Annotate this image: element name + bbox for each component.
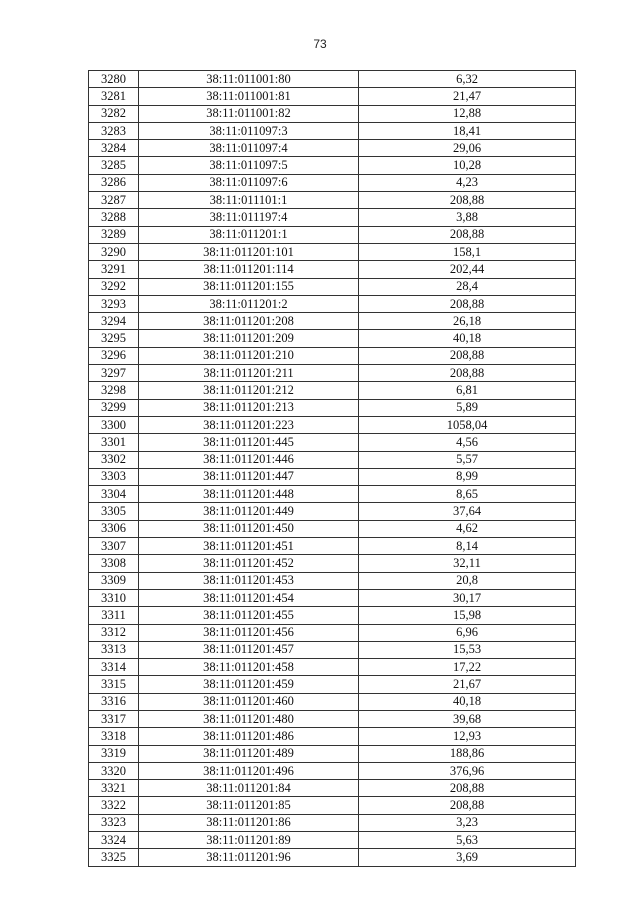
- cadastral-number-cell: 38:11:011201:480: [139, 710, 359, 727]
- row-number-cell: 3299: [89, 399, 139, 416]
- table-row: [89, 243, 576, 260]
- value-cell: 20,8: [359, 572, 576, 589]
- table-row: [89, 572, 576, 589]
- cadastral-number-cell: 38:11:011201:452: [139, 555, 359, 572]
- table-row: [89, 174, 576, 191]
- row-number-cell: 3294: [89, 313, 139, 330]
- cadastral-number-cell: 38:11:011201:208: [139, 313, 359, 330]
- cadastral-number-cell: 38:11:011201:449: [139, 503, 359, 520]
- row-number-cell: 3312: [89, 624, 139, 641]
- value-cell: 12,88: [359, 105, 576, 122]
- table-row: [89, 728, 576, 745]
- table-row: [89, 261, 576, 278]
- row-number-cell: 3320: [89, 762, 139, 779]
- row-number-cell: 3305: [89, 503, 139, 520]
- cadastral-number-cell: 38:11:011201:489: [139, 745, 359, 762]
- cadastral-number-cell: 38:11:011201:86: [139, 814, 359, 831]
- table-row: [89, 451, 576, 468]
- value-cell: 21,47: [359, 88, 576, 105]
- cadastral-number-cell: 38:11:011201:459: [139, 676, 359, 693]
- row-number-cell: 3296: [89, 347, 139, 364]
- cadastral-number-cell: 38:11:011201:453: [139, 572, 359, 589]
- table-row: [89, 157, 576, 174]
- table-row: [89, 832, 576, 849]
- table-row: [89, 607, 576, 624]
- value-cell: 208,88: [359, 226, 576, 243]
- value-cell: 39,68: [359, 710, 576, 727]
- table-row: [89, 486, 576, 503]
- table-row: [89, 503, 576, 520]
- row-number-cell: 3311: [89, 607, 139, 624]
- value-cell: 40,18: [359, 330, 576, 347]
- row-number-cell: 3307: [89, 538, 139, 555]
- cadastral-number-cell: 38:11:011201:1: [139, 226, 359, 243]
- row-number-cell: 3282: [89, 105, 139, 122]
- table-row: [89, 399, 576, 416]
- value-cell: 4,23: [359, 174, 576, 191]
- value-cell: 158,1: [359, 243, 576, 260]
- value-cell: 17,22: [359, 659, 576, 676]
- table-row: [89, 382, 576, 399]
- cadastral-number-cell: 38:11:011101:1: [139, 192, 359, 209]
- table-row: [89, 468, 576, 485]
- table-row: [89, 313, 576, 330]
- row-number-cell: 3293: [89, 295, 139, 312]
- cadastral-number-cell: 38:11:011197:4: [139, 209, 359, 226]
- row-number-cell: 3322: [89, 797, 139, 814]
- table-row: [89, 365, 576, 382]
- value-cell: 12,93: [359, 728, 576, 745]
- value-cell: 5,63: [359, 832, 576, 849]
- table-row: [89, 278, 576, 295]
- value-cell: 15,53: [359, 641, 576, 658]
- row-number-cell: 3316: [89, 693, 139, 710]
- cadastral-number-cell: 38:11:011201:96: [139, 849, 359, 866]
- cadastral-number-cell: 38:11:011201:454: [139, 589, 359, 606]
- table-row: [89, 641, 576, 658]
- table-row: [89, 745, 576, 762]
- table-row: [89, 71, 576, 88]
- cadastral-number-cell: 38:11:011201:445: [139, 434, 359, 451]
- cadastral-number-cell: 38:11:011001:82: [139, 105, 359, 122]
- table-row: [89, 140, 576, 157]
- row-number-cell: 3302: [89, 451, 139, 468]
- cadastral-number-cell: 38:11:011201:212: [139, 382, 359, 399]
- cadastral-number-cell: 38:11:011201:448: [139, 486, 359, 503]
- cadastral-number-cell: 38:11:011201:457: [139, 641, 359, 658]
- table-row: [89, 780, 576, 797]
- table-row: [89, 589, 576, 606]
- cadastral-number-cell: 38:11:011097:5: [139, 157, 359, 174]
- value-cell: 208,88: [359, 295, 576, 312]
- table-row: [89, 295, 576, 312]
- table-row: [89, 762, 576, 779]
- cadastral-number-cell: 38:11:011097:3: [139, 122, 359, 139]
- cadastral-number-cell: 38:11:011201:85: [139, 797, 359, 814]
- cadastral-number-cell: 38:11:011201:114: [139, 261, 359, 278]
- table-row: [89, 330, 576, 347]
- value-cell: 15,98: [359, 607, 576, 624]
- table-row: [89, 192, 576, 209]
- row-number-cell: 3324: [89, 832, 139, 849]
- value-cell: 1058,04: [359, 416, 576, 433]
- value-cell: 4,62: [359, 520, 576, 537]
- table-row: [89, 555, 576, 572]
- cadastral-number-cell: 38:11:011201:210: [139, 347, 359, 364]
- table-row: [89, 209, 576, 226]
- value-cell: 208,88: [359, 192, 576, 209]
- value-cell: 208,88: [359, 797, 576, 814]
- value-cell: 4,56: [359, 434, 576, 451]
- row-number-cell: 3314: [89, 659, 139, 676]
- cadastral-number-cell: 38:11:011201:209: [139, 330, 359, 347]
- value-cell: 208,88: [359, 780, 576, 797]
- cadastral-number-cell: 38:11:011201:446: [139, 451, 359, 468]
- page-number: 73: [313, 37, 327, 51]
- row-number-cell: 3289: [89, 226, 139, 243]
- value-cell: 8,99: [359, 468, 576, 485]
- row-number-cell: 3283: [89, 122, 139, 139]
- table-row: [89, 849, 576, 866]
- table-row: [89, 676, 576, 693]
- cadastral-number-cell: 38:11:011201:451: [139, 538, 359, 555]
- value-cell: 3,88: [359, 209, 576, 226]
- value-cell: 26,18: [359, 313, 576, 330]
- row-number-cell: 3288: [89, 209, 139, 226]
- value-cell: 8,14: [359, 538, 576, 555]
- row-number-cell: 3298: [89, 382, 139, 399]
- row-number-cell: 3317: [89, 710, 139, 727]
- cadastral-number-cell: 38:11:011201:89: [139, 832, 359, 849]
- data-table: [88, 70, 576, 867]
- value-cell: 188,86: [359, 745, 576, 762]
- value-cell: 3,69: [359, 849, 576, 866]
- row-number-cell: 3315: [89, 676, 139, 693]
- value-cell: 32,11: [359, 555, 576, 572]
- cadastral-number-cell: 38:11:011201:101: [139, 243, 359, 260]
- cadastral-number-cell: 38:11:011201:213: [139, 399, 359, 416]
- table-row: [89, 659, 576, 676]
- table-body: [89, 71, 576, 867]
- row-number-cell: 3321: [89, 780, 139, 797]
- table-row: [89, 814, 576, 831]
- row-number-cell: 3290: [89, 243, 139, 260]
- value-cell: 28,4: [359, 278, 576, 295]
- value-cell: 6,32: [359, 71, 576, 88]
- cadastral-number-cell: 38:11:011001:80: [139, 71, 359, 88]
- table-row: [89, 226, 576, 243]
- cadastral-number-cell: 38:11:011201:84: [139, 780, 359, 797]
- row-number-cell: 3297: [89, 365, 139, 382]
- table-row: [89, 122, 576, 139]
- cadastral-number-cell: 38:11:011201:211: [139, 365, 359, 382]
- value-cell: 6,96: [359, 624, 576, 641]
- table-row: [89, 538, 576, 555]
- table-row: [89, 88, 576, 105]
- row-number-cell: 3281: [89, 88, 139, 105]
- table-row: [89, 347, 576, 364]
- value-cell: 6,81: [359, 382, 576, 399]
- row-number-cell: 3318: [89, 728, 139, 745]
- cadastral-number-cell: 38:11:011201:460: [139, 693, 359, 710]
- row-number-cell: 3308: [89, 555, 139, 572]
- row-number-cell: 3313: [89, 641, 139, 658]
- row-number-cell: 3295: [89, 330, 139, 347]
- row-number-cell: 3303: [89, 468, 139, 485]
- row-number-cell: 3287: [89, 192, 139, 209]
- row-number-cell: 3285: [89, 157, 139, 174]
- value-cell: 10,28: [359, 157, 576, 174]
- row-number-cell: 3304: [89, 486, 139, 503]
- value-cell: 5,57: [359, 451, 576, 468]
- cadastral-number-cell: 38:11:011201:223: [139, 416, 359, 433]
- value-cell: 30,17: [359, 589, 576, 606]
- row-number-cell: 3301: [89, 434, 139, 451]
- row-number-cell: 3300: [89, 416, 139, 433]
- row-number-cell: 3286: [89, 174, 139, 191]
- table-row: [89, 710, 576, 727]
- row-number-cell: 3310: [89, 589, 139, 606]
- value-cell: 18,41: [359, 122, 576, 139]
- cadastral-number-cell: 38:11:011097:4: [139, 140, 359, 157]
- table-row: [89, 416, 576, 433]
- cadastral-number-cell: 38:11:011097:6: [139, 174, 359, 191]
- table-row: [89, 520, 576, 537]
- table-row: [89, 797, 576, 814]
- value-cell: 40,18: [359, 693, 576, 710]
- value-cell: 37,64: [359, 503, 576, 520]
- row-number-cell: 3291: [89, 261, 139, 278]
- cadastral-number-cell: 38:11:011201:455: [139, 607, 359, 624]
- row-number-cell: 3284: [89, 140, 139, 157]
- cadastral-number-cell: 38:11:011201:155: [139, 278, 359, 295]
- table-row: [89, 434, 576, 451]
- value-cell: 8,65: [359, 486, 576, 503]
- value-cell: 21,67: [359, 676, 576, 693]
- cadastral-number-cell: 38:11:011201:458: [139, 659, 359, 676]
- table-row: [89, 624, 576, 641]
- cadastral-number-cell: 38:11:011201:2: [139, 295, 359, 312]
- value-cell: 29,06: [359, 140, 576, 157]
- row-number-cell: 3319: [89, 745, 139, 762]
- cadastral-number-cell: 38:11:011201:450: [139, 520, 359, 537]
- value-cell: 5,89: [359, 399, 576, 416]
- value-cell: 3,23: [359, 814, 576, 831]
- row-number-cell: 3306: [89, 520, 139, 537]
- row-number-cell: 3292: [89, 278, 139, 295]
- row-number-cell: 3323: [89, 814, 139, 831]
- cadastral-number-cell: 38:11:011001:81: [139, 88, 359, 105]
- value-cell: 202,44: [359, 261, 576, 278]
- cadastral-number-cell: 38:11:011201:447: [139, 468, 359, 485]
- cadastral-number-cell: 38:11:011201:486: [139, 728, 359, 745]
- cadastral-number-cell: 38:11:011201:496: [139, 762, 359, 779]
- row-number-cell: 3309: [89, 572, 139, 589]
- value-cell: 208,88: [359, 365, 576, 382]
- value-cell: 208,88: [359, 347, 576, 364]
- value-cell: 376,96: [359, 762, 576, 779]
- row-number-cell: 3280: [89, 71, 139, 88]
- table-row: [89, 105, 576, 122]
- row-number-cell: 3325: [89, 849, 139, 866]
- cadastral-number-cell: 38:11:011201:456: [139, 624, 359, 641]
- table-row: [89, 693, 576, 710]
